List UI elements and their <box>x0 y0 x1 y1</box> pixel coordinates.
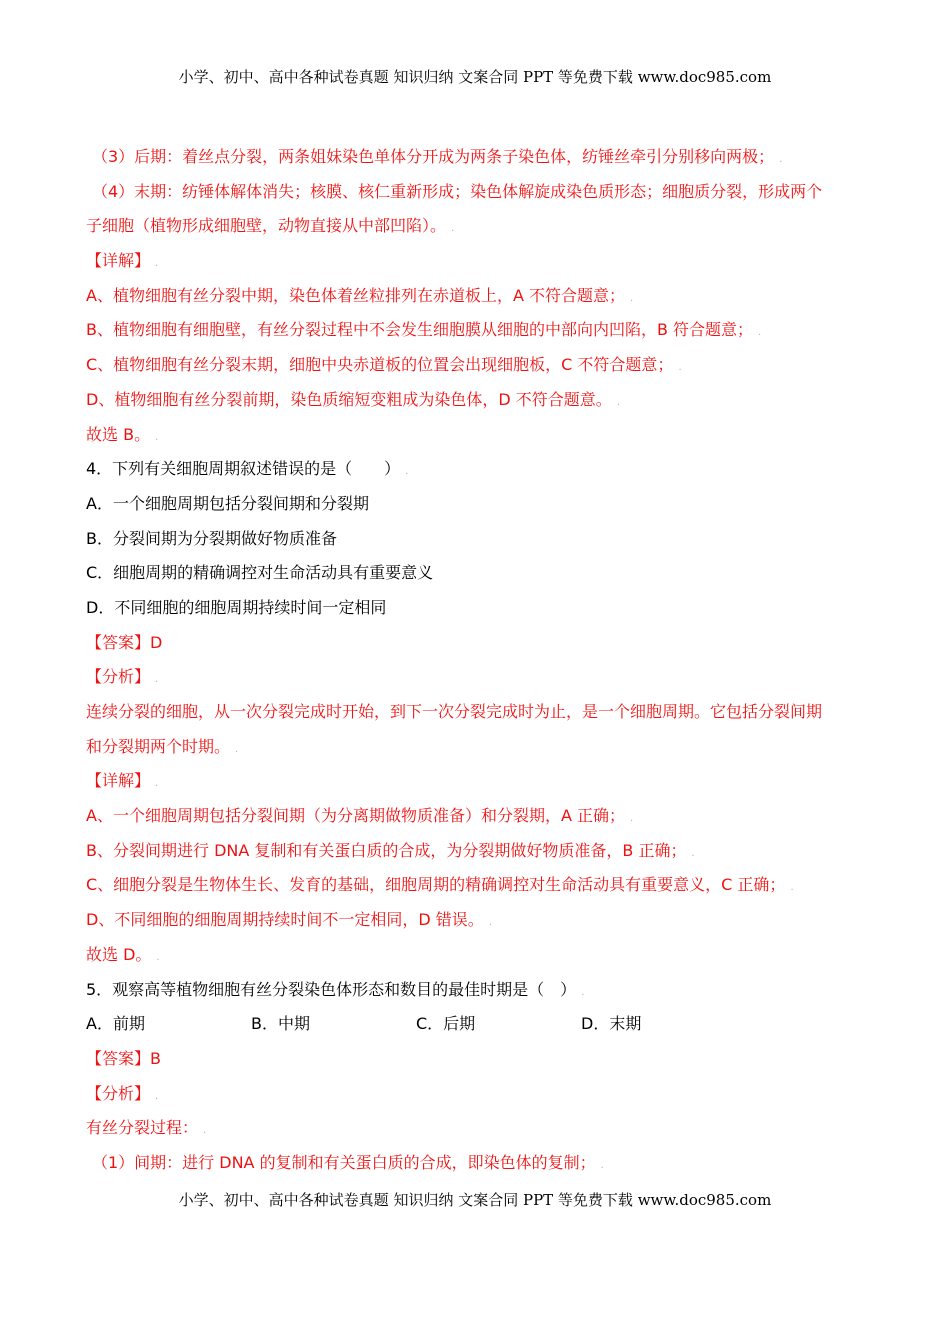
paragraph-mark-icon: . <box>758 327 762 339</box>
question-5-stem: 5．观察高等植物细胞有丝分裂染色体形态和数目的最佳时期是（ ） . <box>86 979 585 999</box>
paragraph-mark-icon: . <box>629 292 634 304</box>
question-5-options <box>86 1007 866 1042</box>
question-4-detail-b: B、分裂间期进行 DNA 复制和有关蛋白质的合成，为分裂期做好物质准备，B 正确； . <box>86 840 695 860</box>
detail-option-c: C、植物细胞有丝分裂末期，细胞中央赤道板的位置会出现细胞板，C 不符合题意； . <box>86 355 682 375</box>
question-4-option-c: C．细胞周期的精确调控对生命活动具有重要意义 <box>86 563 434 583</box>
paragraph-mark-icon: . <box>405 466 409 478</box>
detail-option-a: A、植物细胞有丝分裂中期，染色体着丝粒排列在赤道板上，A 不符合题意； . <box>86 285 634 305</box>
paragraph-mark-icon: . <box>691 847 695 859</box>
question-4-detail-a: A、一个细胞周期包括分裂间期（为分离期做物质准备）和分裂期，A 正确； . <box>86 806 634 826</box>
question-4-analysis-line1: 连续分裂的细胞，从一次分裂完成时开始，到下一次分裂完成时为止，是一个细胞周期。它包括分裂间期 <box>86 702 823 721</box>
question-4-option-a: A．一个细胞周期包括分裂间期和分裂期 <box>86 493 369 513</box>
question-4-analysis-line2: 和分裂期两个时期。 . <box>86 736 239 756</box>
question-5-option-c: C．后期 <box>416 1014 476 1034</box>
paragraph-mark-icon: . <box>616 396 620 408</box>
paragraph-mark-icon: . <box>155 431 159 443</box>
question-4-answer: 【答案】D <box>86 632 163 652</box>
question-4-detail-d: D、不同细胞的细胞周期持续时间不一定相同，D 错误。 . <box>86 910 492 930</box>
stage-3-text: （3）后期：着丝点分裂，两条姐妹染色单体分开成为两条子染色体，纺锤丝牵引分别移向两极； . <box>92 147 783 166</box>
page-footer-banner: 小学、初中、高中各种试卷真题 知识归纳 文案合同 PPT 等免费下载 www.doc985.com <box>178 1191 772 1209</box>
paragraph-mark-icon: . <box>790 882 794 894</box>
page-header-banner: 小学、初中、高中各种试卷真题 知识归纳 文案合同 PPT 等免费下载 www.doc985.com <box>178 68 772 86</box>
choose-answer: 故选 B。 . <box>86 424 159 444</box>
question-5-process: 有丝分裂过程： . <box>86 1118 207 1138</box>
question-5-stage-1: （1）间期：进行 DNA 的复制和有关蛋白质的合成，即染色体的复制； . <box>92 1152 604 1172</box>
paragraph-mark-icon: . <box>156 951 160 963</box>
question-5-option-a: A．前期 <box>86 1014 145 1034</box>
question-5-option-d: D．末期 <box>581 1014 642 1034</box>
paragraph-mark-icon: . <box>779 154 783 165</box>
detail-option-d: D、植物细胞有丝分裂前期，染色质缩短变粗成为染色体，D 不符合题意。 . <box>86 389 620 409</box>
paragraph-mark-icon: . <box>203 1125 207 1137</box>
question-5-analysis-heading: 【分析】 . <box>86 1083 159 1103</box>
detail-option-b: B、植物细胞有细胞壁，有丝分裂过程中不会发生细胞膜从细胞的中部向内凹陷，B 符合题意； . <box>86 320 762 340</box>
stage-4-text-line1: （4）末期：纺锤体解体消失；核膜、核仁重新形成；染色体解旋成染色质形态；细胞质分裂，形成两个 <box>92 181 823 201</box>
paragraph-mark-icon: . <box>155 258 159 270</box>
paragraph-mark-icon: . <box>155 778 159 790</box>
question-5-answer: 【答案】B <box>86 1048 161 1068</box>
question-4-option-b: B．分裂间期为分裂期做好物质准备 <box>86 528 337 548</box>
paragraph-mark-icon: . <box>155 1090 159 1102</box>
paragraph-mark-icon: . <box>581 986 585 998</box>
question-5-option-b: B．中期 <box>251 1014 310 1034</box>
paragraph-mark-icon: . <box>155 674 159 686</box>
document-body <box>86 140 866 1181</box>
paragraph-mark-icon: . <box>451 223 455 235</box>
paragraph-mark-icon: . <box>600 1159 604 1171</box>
paragraph-mark-icon: . <box>678 362 682 374</box>
question-4-detail-c: C、细胞分裂是生物体生长、发育的基础，细胞周期的精确调控对生命活动具有重要意义，C 正确； . <box>86 875 794 895</box>
question-4-choose: 故选 D。 . <box>86 944 160 964</box>
paragraph-mark-icon: . <box>629 813 634 825</box>
question-4-option-d: D．不同细胞的细胞周期持续时间一定相同 <box>86 597 387 617</box>
question-4-analysis-heading: 【分析】 . <box>86 667 159 687</box>
question-4-detail-heading: 【详解】 . <box>86 771 159 791</box>
paragraph-mark-icon: . <box>488 917 492 929</box>
stage-4-text-line2: 子细胞（植物形成细胞壁，动物直接从中部凹陷）。 . <box>86 216 455 236</box>
detail-heading: 【详解】 . <box>86 251 159 271</box>
paragraph-mark-icon: . <box>235 743 239 755</box>
question-4-stem: 4．下列有关细胞周期叙述错误的是（ ） . <box>86 459 409 479</box>
